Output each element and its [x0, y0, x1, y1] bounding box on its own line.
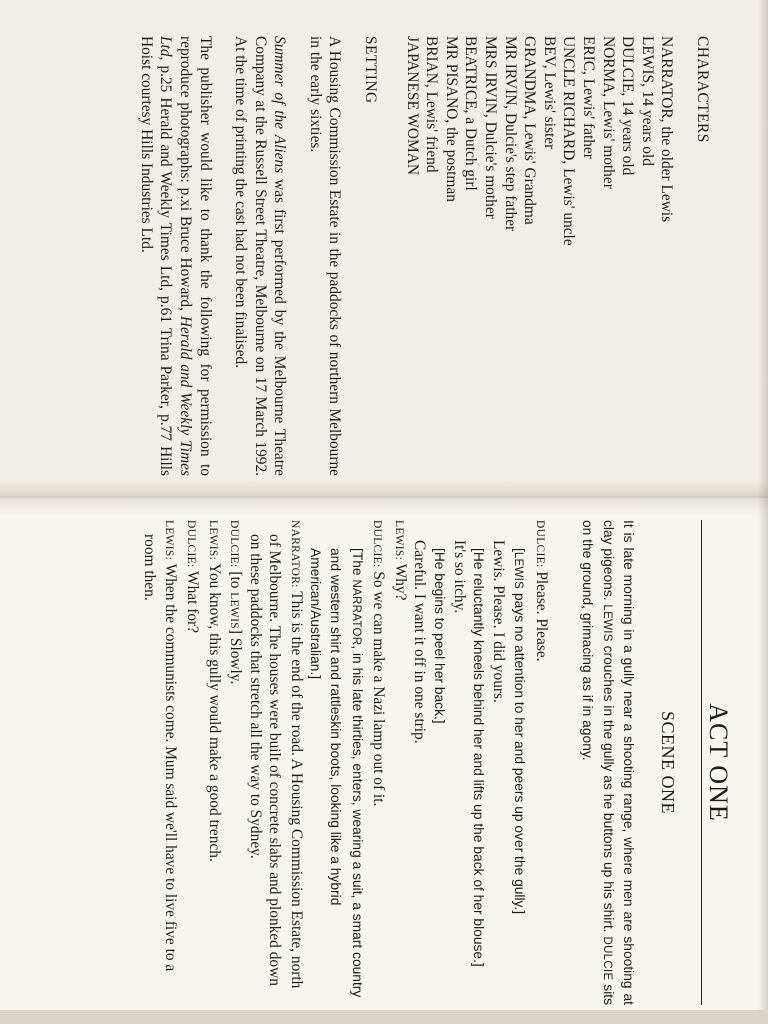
stage-direction: [He begins to peel her back.]	[432, 548, 448, 724]
character-entry: ERIC, Lewis' father	[580, 36, 598, 159]
dialogue-text: You know, this gully would make a good trench.	[205, 560, 223, 862]
performance-text: was first performed by the Melbourne Theatre Company at the Russell Street Theatre, Melbourne on 17 March 1992. At the time of printing the cast had not been finalised.	[232, 36, 289, 476]
page-edge-shadow	[758, 0, 768, 1024]
dialogue-line	[139, 520, 180, 1005]
dialogue-text: When the communists come. Mum said we'll have to live five to a room then.	[140, 534, 180, 972]
speaker-label: DULCIE:	[228, 520, 241, 568]
speaker-label: DULCIE:	[184, 520, 197, 568]
dialogue-continuation: Lewis. Please. I did yours.	[489, 540, 507, 703]
stage-text: pays no attention to her and peers up over the gully.]	[512, 589, 528, 915]
dialogue-line	[202, 520, 224, 1005]
characters-heading: CHARACTERS	[694, 36, 711, 143]
speaker-label: DULCIE:	[371, 520, 384, 568]
left-page-text	[72, 36, 712, 476]
character-entry: NORMA, Lewis' mother	[599, 36, 617, 189]
character-cue: DULCIE	[601, 936, 614, 981]
character-cue: LEWIS	[228, 592, 241, 629]
dialogue-text: Why?	[391, 560, 409, 601]
dialogue-text: Please. Please.	[533, 567, 551, 662]
dialogue-text: So we can make a Nazi lamp out of it.	[370, 567, 388, 807]
dialogue-line	[367, 520, 389, 1005]
scene-title: SCENE ONE	[658, 711, 679, 814]
dialogue-text: [to	[227, 567, 245, 593]
play-title: Summer of the Aliens	[271, 36, 289, 174]
ack-text-a: The publisher would like to thank the following for permission to reproduce photographs: p.xi Bruce Howard,	[176, 36, 214, 476]
dialogue-line	[529, 520, 551, 1005]
speaker-label: LEWIS:	[206, 520, 219, 561]
act-title: ACT ONE	[704, 703, 733, 822]
stage-text: , in his late thirties, enters, wearing a suit, a smart country and western shirt and rattleskin boots, looking like a hybrid American/Australian.]	[308, 548, 365, 998]
speaker-label: DULCIE:	[534, 520, 547, 568]
intro-text: It is late morning in a gully near a shooting range, where men are shooting at clay pigeons.	[601, 520, 636, 1005]
speaker-label: LEWIS:	[392, 520, 405, 561]
opening-stage-direction	[577, 520, 638, 1005]
book-spine-shadow	[0, 480, 768, 514]
character-cue: NARRATOR	[349, 579, 362, 646]
intro-text: crouches in the gully as he buttons up his shirt.	[601, 641, 617, 937]
character-entry: DULCIE, 14 years old	[619, 36, 637, 176]
character-entry: BEATRICE, a Dutch girl	[462, 36, 480, 191]
setting-heading: SETTING	[362, 36, 380, 104]
character-entry: LEWIS, 14 years old	[638, 36, 656, 166]
dialogue-line	[388, 520, 410, 1005]
spacer	[551, 520, 565, 1005]
dialogue-text: This is the end of the road. A Housing Commission Estate, north of Melbourne. The houses were built of concrete slabs and plonked down on these paddocks that stretch all the way to Sydney.	[246, 534, 305, 989]
character-list	[402, 36, 676, 476]
dialogue-line	[224, 520, 246, 1005]
stage-direction: [He reluctantly kneels behind her and lifts up the back of her blouse.]	[471, 548, 487, 967]
dialogue-continuation: It's so itchy.	[450, 540, 468, 614]
dialogue-continuation: Careful. I want it off in one strip.	[411, 540, 429, 744]
acknowledgements-paragraph	[136, 36, 214, 476]
intro-text: sits on the ground, grimacing as if in agony.	[579, 520, 617, 1006]
dialogue-line	[180, 520, 202, 1005]
stage-direction: [LEWIS pays no attention to her and peers up over the gully.]	[512, 548, 528, 915]
speaker-label: LEWIS:	[163, 520, 176, 561]
character-entry: GRANDMA, Lewis' Grandma	[521, 36, 539, 225]
ack-text-c: , p.25 Herald and Weekly Times Ltd, p.61 Trina Parker, p.77 Hills Hoist courtesy Hills Industries Ltd.	[137, 36, 175, 476]
character-entry: NARRATOR, the older Lewis	[658, 36, 676, 223]
stage-direction	[306, 520, 367, 1005]
dialogue-line	[245, 520, 306, 1005]
stage-text: [The	[349, 548, 365, 580]
character-entry: BEV, Lewis' sister	[540, 36, 558, 150]
character-entry: MR IRVIN, Dulcie's step father	[501, 36, 519, 232]
character-entry: MR PISANO, the postman	[442, 36, 460, 202]
right-page-text	[28, 520, 733, 1006]
act-title-rule	[701, 520, 702, 1005]
ack-publication: Herald and Weekly Times Ltd	[157, 36, 194, 476]
character-cue: LEWIS	[601, 604, 614, 642]
dialogue-text: ] Slowly.	[227, 628, 245, 685]
setting-paragraph: A Housing Commission Estate in the paddocks of northern Melbourne in the early sixties.	[306, 36, 344, 476]
first-performance-paragraph	[231, 36, 290, 476]
character-cue: LEWIS	[512, 551, 525, 590]
dialogue-text: What for?	[183, 567, 201, 633]
character-entry: BRIAN, Lewis' friend	[423, 36, 441, 173]
speaker-label: NARRATOR:	[288, 520, 301, 588]
character-entry: MRS IRVIN, Dulcie's mother	[482, 36, 500, 219]
scanner-bed-edge	[0, 1010, 768, 1024]
character-entry: JAPANESE WOMAN	[403, 36, 421, 175]
character-entry: UNCLE RICHARD, Lewis' uncle	[560, 36, 578, 246]
